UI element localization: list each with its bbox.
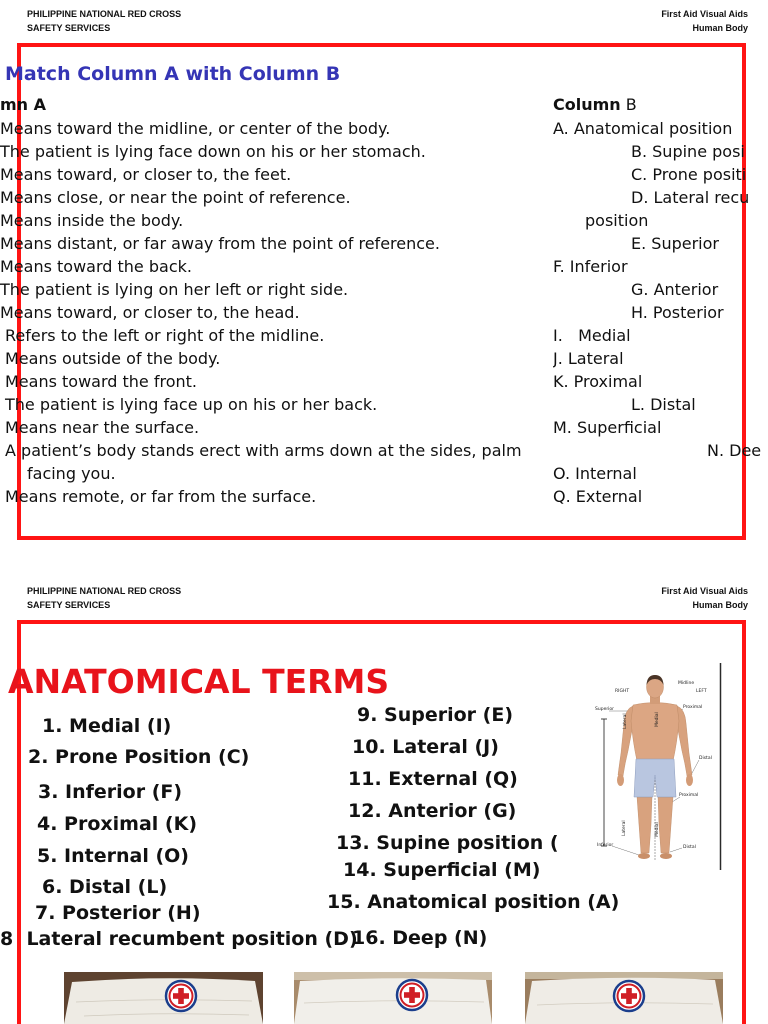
column-b-header-word: Column: [553, 95, 621, 114]
column-a-header: mn A: [0, 95, 47, 114]
column-b-item: O. Internal: [553, 464, 637, 483]
column-b-item: position: [585, 211, 649, 230]
answer-item: 1. Medial (I): [42, 715, 172, 737]
header-organization: PHILIPPINE NATIONAL RED CROSS: [27, 586, 182, 596]
column-b-item: N. Dee: [707, 441, 762, 460]
header-organization: PHILIPPINE NATIONAL RED CROSS: [27, 9, 182, 19]
column-b-item: D. Lateral recu: [631, 188, 750, 207]
right-foot: [638, 853, 650, 859]
column-b-item: L. Distal: [631, 395, 696, 414]
column-a-item: Means remote, or far from the surface.: [5, 487, 317, 506]
red-cross-emblem-icon: [614, 981, 644, 1011]
column-a-item: Means toward the back.: [0, 257, 192, 276]
column-a-item: Means outside of the body.: [5, 349, 221, 368]
figure-label: Medial: [655, 712, 660, 727]
figure-label: Proximal: [679, 793, 699, 798]
column-b-item: Q. External: [553, 487, 643, 506]
torso: [631, 703, 679, 762]
column-a-item: facing you.: [27, 464, 116, 483]
stretcher-photo: [294, 972, 492, 1024]
column-b-item: M. Superficial: [553, 418, 662, 437]
stretcher-photo: [525, 972, 723, 1024]
red-cross-emblem-icon: [397, 980, 427, 1010]
red-cross-emblem-icon: [166, 981, 196, 1011]
column-a-item: The patient is lying face up on his or her back.: [5, 395, 378, 414]
column-b-item: F. Inferior: [553, 257, 628, 276]
answer-item: 6. Distal (L): [42, 876, 168, 898]
column-b-item: K. Proximal: [553, 372, 643, 391]
column-b-item: I. Medial: [553, 326, 631, 345]
answer-item: 10. Lateral (J): [352, 736, 499, 758]
column-a-item: Means toward, or closer to, the feet.: [0, 165, 292, 184]
header-department: SAFETY SERVICES: [27, 23, 111, 33]
answer-item: 8 Lateral recumbent position (D): [0, 928, 358, 950]
column-b-item: B. Supine posi: [631, 142, 745, 161]
figure-label: LEFT: [696, 689, 707, 694]
column-b-header: [553, 95, 637, 115]
right-hand: [617, 774, 624, 786]
slide-title: ANATOMICAL TERMS: [8, 662, 390, 701]
column-a-item: The patient is lying face down on his or her stomach.: [0, 142, 426, 161]
column-b-item: H. Posterior: [631, 303, 724, 322]
column-b-item: A. Anatomical position: [553, 119, 733, 138]
figure-label: Superior: [595, 707, 615, 712]
figure-label: Medial: [655, 822, 660, 837]
column-a-item: Refers to the left or right of the midline.: [5, 326, 325, 345]
header-topic: Human Body: [692, 600, 748, 610]
column-a-item: Means toward the midline, or center of the body.: [0, 119, 391, 138]
column-a-item: Means near the surface.: [5, 418, 200, 437]
left-foot: [660, 853, 672, 859]
answer-item: 14. Superficial (M): [343, 859, 541, 881]
column-a-item: Means toward the front.: [5, 372, 197, 391]
column-b-item: G. Anterior: [631, 280, 719, 299]
stretcher-photo: [64, 972, 263, 1024]
answer-item: 7. Posterior (H): [35, 902, 201, 924]
column-b-item: E. Superior: [631, 234, 719, 253]
column-a-item: Means distant, or far away from the point of reference.: [0, 234, 440, 253]
figure-label: Distal: [699, 756, 712, 761]
answer-item: 5. Internal (O): [37, 845, 189, 867]
answer-item: 15. Anatomical position (A): [327, 891, 620, 913]
answer-item: 12. Anterior (G): [348, 800, 517, 822]
answer-item: 3. Inferior (F): [38, 781, 183, 803]
figure-label: Midline: [678, 681, 695, 686]
answer-item: 2. Prone Position (C): [28, 746, 250, 768]
column-b-item: C. Prone positi: [631, 165, 747, 184]
left-hand: [686, 774, 693, 786]
column-b-header-letter: B: [625, 95, 637, 114]
answer-item: 16. Deep (N): [352, 927, 488, 949]
column-a-item: A patient’s body stands erect with arms down at the sides, palm: [5, 441, 522, 460]
anatomical-figure: [587, 663, 722, 870]
answer-item: 9. Superior (E): [357, 704, 514, 726]
figure-label: RIGHT: [615, 689, 630, 694]
column-a-item: Means inside the body.: [0, 211, 184, 230]
figure-label: Proximal: [683, 705, 703, 710]
answer-item: 11. External (Q): [348, 768, 518, 790]
column-b-item: J. Lateral: [553, 349, 624, 368]
figure-label: Inferior: [597, 843, 614, 848]
answer-item: 4. Proximal (K): [37, 813, 198, 835]
column-a-item: Means close, or near the point of reference.: [0, 188, 351, 207]
header-department: SAFETY SERVICES: [27, 600, 111, 610]
figure-label: Distal: [683, 845, 696, 850]
figure-label: Lateral: [623, 713, 628, 729]
figure-label: Lateral: [622, 820, 627, 836]
header-topic: Human Body: [692, 23, 748, 33]
column-a-item: Means toward, or closer to, the head.: [0, 303, 300, 322]
column-a-item: The patient is lying on her left or right side.: [0, 280, 349, 299]
header-series: First Aid Visual Aids: [661, 9, 748, 19]
slide-title: Match Column A with Column B: [5, 63, 341, 85]
header-series: First Aid Visual Aids: [661, 586, 748, 596]
answer-item: 13. Supine position (: [336, 832, 559, 854]
